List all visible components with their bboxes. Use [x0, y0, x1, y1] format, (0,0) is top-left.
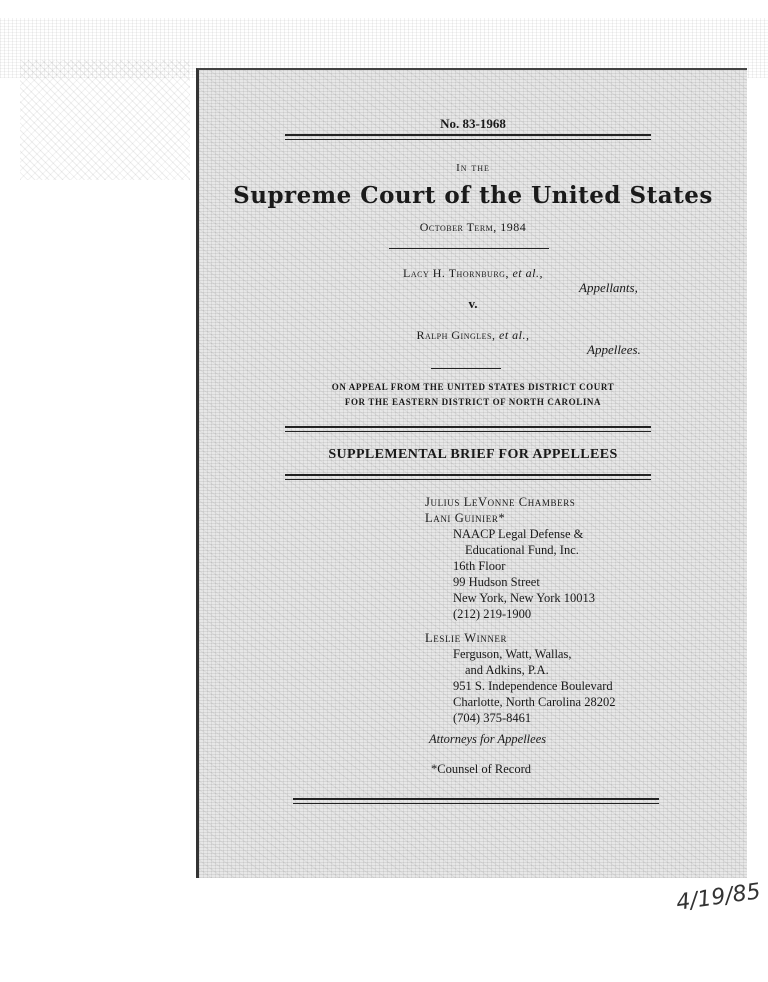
divider-rule [431, 368, 501, 369]
divider-double-rule [285, 474, 651, 480]
address-line: New York, New York 10013 [453, 591, 596, 605]
appellant-role: Appellants, [579, 280, 638, 295]
attorney-name: Leslie Winner [425, 631, 508, 645]
attorney-name: Lani Guinier* [425, 511, 506, 525]
attorneys-for-label: Attorneys for Appellees [429, 732, 547, 746]
address-line: 951 S. Independence Boulevard [453, 679, 613, 693]
appellant-name [199, 266, 747, 281]
appeal-line-2: FOR THE EASTERN DISTRICT OF NORTH CAROLINA [344, 397, 602, 407]
appellant-etal: et al., [512, 266, 543, 280]
address-line: NAACP Legal Defense & [453, 527, 584, 541]
court-name: Supreme Court of the United States [233, 182, 713, 209]
phone-number: (212) 219-1900 [453, 607, 532, 621]
appellant-name-text: Lacy H. Thornburg, [403, 266, 509, 280]
versus-label: v. [468, 296, 478, 311]
address-line: and Adkins, P.A. [465, 663, 549, 677]
handwritten-date: 4/19/85 [674, 879, 763, 916]
firm-address [425, 646, 615, 726]
phone-number: (704) 375-8461 [453, 711, 532, 725]
court-term: October Term, 1984 [419, 220, 527, 234]
address-line: 99 Hudson Street [453, 575, 540, 589]
address-line: Educational Fund, Inc. [465, 543, 579, 557]
brief-cover [196, 68, 747, 878]
firm-address [425, 526, 595, 622]
divider-rule [389, 248, 549, 249]
attorney-name: Julius LeVonne Chambers [425, 495, 576, 509]
appellee-etal: et al., [499, 328, 530, 342]
divider-double-rule [285, 134, 651, 140]
address-line: Charlotte, North Carolina 28202 [453, 695, 616, 709]
counsel-of-record-note: *Counsel of Record [431, 762, 531, 776]
counsel-block-2 [425, 630, 615, 726]
in-the-label: In the [456, 162, 490, 174]
address-line: Ferguson, Watt, Wallas, [453, 647, 572, 661]
divider-double-rule [285, 426, 651, 432]
divider-double-rule [293, 798, 659, 804]
scan-noise-left [20, 60, 190, 180]
appellee-name-text: Ralph Gingles, [416, 328, 496, 342]
appellee-role: Appellees. [587, 342, 641, 357]
appellee-name [199, 328, 747, 343]
appeal-line-1: ON APPEAL FROM THE UNITED STATES DISTRICT COURT [331, 382, 615, 392]
case-number: No. 83-1968 [440, 116, 506, 131]
brief-title: SUPPLEMENTAL BRIEF FOR APPELLEES [328, 447, 618, 462]
counsel-block-1 [425, 494, 595, 622]
address-line: 16th Floor [453, 559, 506, 573]
